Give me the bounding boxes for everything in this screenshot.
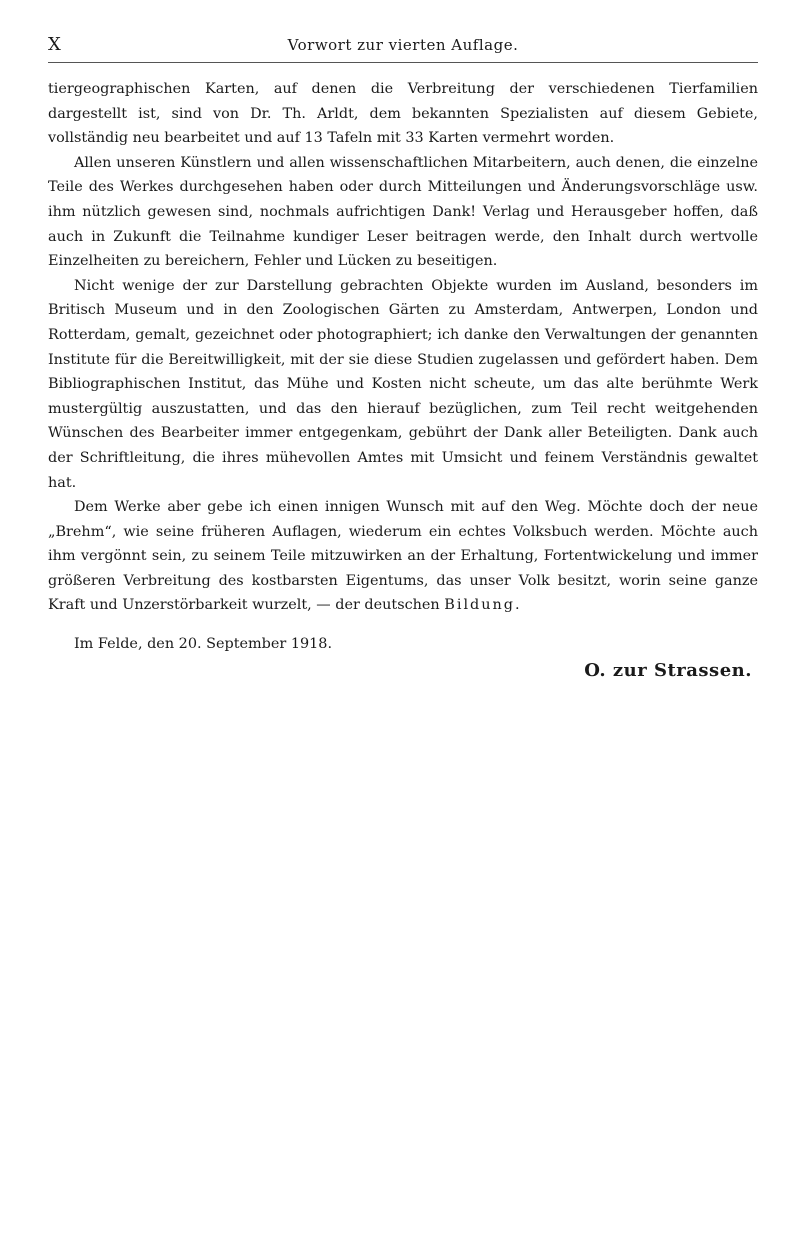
paragraph-3: Nicht wenige der zur Darstellung gebrachten Objekte wurden im Ausland, besonders im Britisch Museum und in den Zoologischen Gärten zu Amsterdam, Antwerpen, London und Rotterdam, gemalt, gezeichnet oder photographiert; ich danke den Verwaltungen der genannten Institute für die Bereitwilligkeit, mit der sie diese Studien zugelassen und gefördert haben. Dem Bibliographischen Institut, das Mühe und Kosten nicht scheute, um das alte berühmte Werk mustergültig auszustatten, und das den hierauf bezüglichen, zum Teil recht weitgehenden Wünschen des Bearbeiter immer entgegenkam, gebührt der Dank aller Beteiligten. Dank auch der Schriftleitung, die ihres mühevollen Amtes mit Umsicht und feinem Verständnis gewaltet hat. bbox=[48, 277, 758, 491]
signature: O. zur Strassen. bbox=[584, 660, 752, 682]
paragraph-4 bbox=[48, 495, 758, 618]
page-number: X bbox=[48, 34, 62, 55]
dateline: Im Felde, den 20. September 1918. bbox=[74, 636, 333, 653]
page-header bbox=[48, 30, 758, 63]
running-head: Vorwort zur vierten Auflage. bbox=[287, 36, 519, 54]
paragraph-2: Allen unseren Künstlern und allen wissenschaftlichen Mitarbeitern, auch denen, die einzelne Teile des Werkes durchgesehen haben oder durch Mitteilungen und Änderungsvorschläge usw. ihm nützlich gewesen sind, nochmals aufrichtigen Dank! Verlag und Herausgeber hoffen, daß auch in Zukunft die Teilnahme kundiger Leser beitragen werde, den Inhalt durch wertvolle Einzelheiten zu bereichern, Fehler und Lücken zu beseitigen. bbox=[48, 154, 758, 270]
paragraph-4-text: Dem Werke aber gebe ich einen innigen Wunsch mit auf den Weg. Möchte doch der neue „Brehm“, wie seine früheren Auflagen, wiederum ein echtes Volksbuch werden. Möchte auch ihm vergönnt sein, zu seinem Teile mitzuwirken an der Erhaltung, Fortentwickelung und immer größeren Verbreitung des kostbarsten Eigentums, das unser Volk besitzt, worin seine ganze Kraft und Unzerstörbarkeit wurzelt, — der deutschen bbox=[48, 499, 758, 614]
page bbox=[48, 30, 758, 681]
body-text bbox=[48, 77, 758, 618]
closing-emphasis: Bildung. bbox=[444, 597, 522, 614]
paragraph-1: tiergeographischen Karten, auf denen die Verbreitung der verschiedenen Tierfamilien dargestellt ist, sind von Dr. Th. Arldt, dem bekannten Spezialisten auf diesem Gebiete, vollständig neu bearbeitet und auf 13 Tafeln mit 33 Karten vermehrt worden. bbox=[48, 81, 758, 147]
